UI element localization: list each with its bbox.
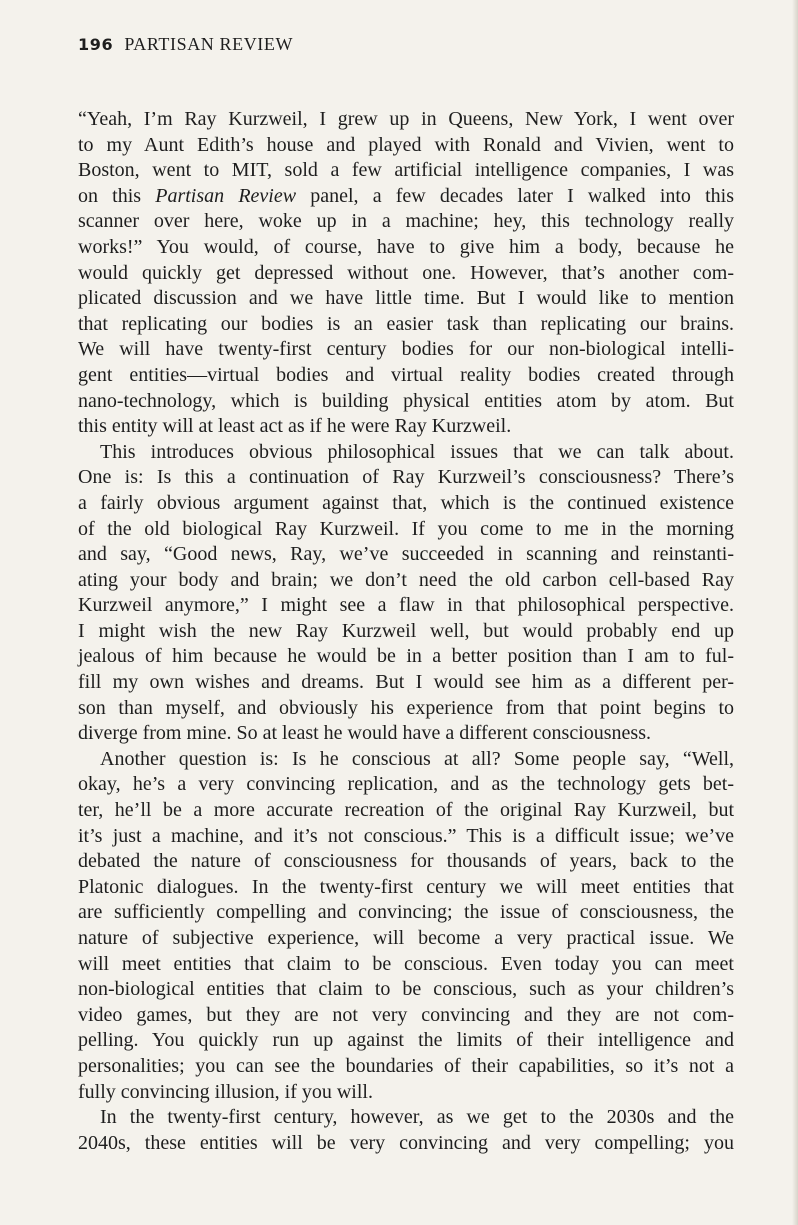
text-segment: son than myself, and obviously his experience from that point begins to [78,696,734,719]
text-line [78,798,734,824]
paragraph [78,1105,734,1156]
text-line [78,926,734,952]
text-line [78,414,734,440]
text-line [78,389,734,415]
text-segment: fill my own wishes and dreams. But I would see him as a different per- [78,671,734,694]
text-line [78,491,734,517]
text-segment: gent entities—virtual bodies and virtual reality bodies created through [78,363,734,386]
text-segment: 2040s, these entities will be very convincing and very compelling; you [78,1131,734,1154]
text-line [78,977,734,1003]
text-line [78,286,734,312]
text-segment: are sufficiently compelling and convincing; the issue of consciousness, the [78,901,734,924]
body-text [78,107,734,1156]
text-segment: pelling. You quickly run up against the limits of their intelligence and [78,1029,734,1052]
text-line [78,1131,734,1157]
text-segment: nature of subjective experience, will become a very practical issue. We [78,927,734,949]
text-segment: okay, he’s a very convincing replication, and as the technology gets bet- [78,773,734,796]
text-line [78,721,734,747]
text-line [78,517,734,543]
text-segment: personalities; you can see the boundaries of their capabilities, so it’s not a [78,1054,734,1077]
text-segment: nano-technology, which is building physical entities atom by atom. But [78,389,734,412]
text-line [78,875,734,901]
text-segment: non-biological entities that claim to be conscious, such as your children’s [78,978,734,1001]
text-line [78,1105,734,1131]
text-segment: that replicating our bodies is an easier task than replicating our brains. [78,312,734,335]
text-segment: diverge from mine. So at least he would have a different consciousness. [78,722,651,745]
text-segment: Boston, went to MIT, sold a few artificial intelligence companies, I was [78,159,734,182]
text-segment: it’s just a machine, and it’s not conscious.” This is a difficult issue; we’ve [78,824,734,847]
page-edge [792,0,798,1225]
text-line [78,107,734,133]
text-line [78,542,734,568]
text-segment: video games, but they are not very convincing and they are not com- [78,1003,734,1026]
text-segment: We will have twenty-first century bodies for our non-biological intelli- [78,338,734,361]
text-line [78,440,734,466]
text-segment: works!” You would, of course, have to give him a body, because he [78,235,734,258]
text-segment: One is: Is this a continuation of Ray Kurzweil’s consciousness? There’s [78,466,734,489]
text-line [78,184,734,210]
text-line [78,952,734,978]
paragraph [78,747,734,1105]
text-segment: a fairly obvious argument against that, which is the continued existence [78,491,734,514]
text-line [78,312,734,338]
text-line [78,465,734,491]
text-segment: ter, he’ll be a more accurate recreation of the original Ray Kurzweil, but [78,799,734,822]
text-line [78,235,734,261]
text-line [78,696,734,722]
text-segment: of the old biological Ray Kurzweil. If you come to me in the morning [78,517,734,540]
journal-title: PARTISAN REVIEW [124,34,294,54]
text-segment: on this [78,184,156,207]
text-segment: fully convincing illusion, if you will. [78,1080,373,1103]
text-line [78,568,734,594]
text-segment: debated the nature of consciousness for thousands of years, back to the [78,850,734,873]
paragraph [78,440,734,747]
italic-title: Partisan Review [155,184,297,207]
text-segment: “Yeah, I’m Ray Kurzweil, I grew up in Queens, New York, I went over [78,108,734,130]
text-line [78,747,734,773]
text-segment: will meet entities that claim to be conscious. Even today you can meet [78,952,734,975]
text-segment: panel, a few decades later I walked into this [296,184,734,207]
text-segment: I might wish the new Ray Kurzweil well, but would probably end up [78,619,734,642]
text-line [78,1003,734,1029]
text-line [78,849,734,875]
text-line [78,1080,734,1106]
text-line [78,363,734,389]
running-head [78,34,293,55]
text-line [78,1054,734,1080]
text-line [78,261,734,287]
text-line [78,158,734,184]
text-line [78,593,734,619]
text-segment: jealous of him because he would be in a better position than I am to ful- [78,645,734,668]
text-segment: and say, “Good news, Ray, we’ve succeeded in scanning and reinstanti- [78,543,734,566]
text-segment: Kurzweil anymore,” I might see a flaw in that philosophical perspective. [78,594,734,617]
text-segment: ating your body and brain; we don’t need the old carbon cell-based Ray [78,568,734,591]
text-line [78,670,734,696]
text-segment: Platonic dialogues. In the twenty-first century we will meet entities that [78,875,734,898]
text-segment: plicated discussion and we have little time. But I would like to mention [78,287,734,310]
text-segment: would quickly get depressed without one. However, that’s another com- [78,261,734,284]
text-segment: to my Aunt Edith’s house and played with Ronald and Vivien, went to [78,133,734,156]
text-line [78,619,734,645]
text-segment: Another question is: Is he conscious at all? Some people say, “Well, [100,747,734,770]
text-segment: This introduces obvious philosophical issues that we can talk about. [100,440,734,463]
text-segment: In the twenty-first century, however, as we get to the 2030s and the [100,1106,734,1129]
text-segment: scanner over here, woke up in a machine; hey, this technology really [78,210,734,233]
text-line [78,209,734,235]
text-line [78,900,734,926]
text-segment: this entity will at least act as if he were Ray Kurzweil. [78,415,512,438]
text-line [78,824,734,850]
page-number: 196 [78,35,114,54]
text-line [78,644,734,670]
text-line [78,1028,734,1054]
text-line [78,337,734,363]
text-line [78,133,734,159]
paragraph [78,107,734,440]
text-line [78,772,734,798]
